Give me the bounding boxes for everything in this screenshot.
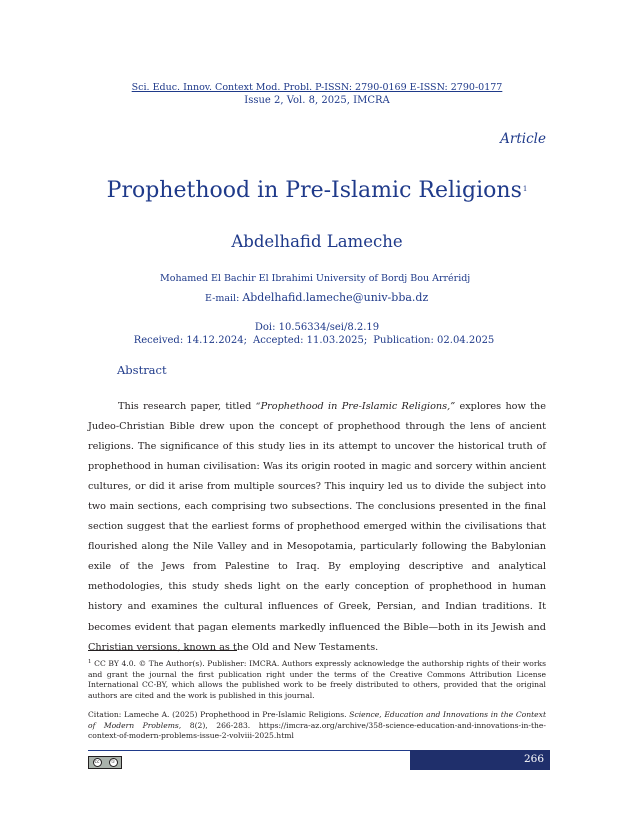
journal-issn-line[interactable]: Sci. Educ. Innov. Context Mod. Probl. P-ISSN: 2790-0169 E-ISSN: 2790-0177: [131, 82, 503, 93]
abstract-text-start: This research paper, titled: [118, 401, 256, 412]
abstract-text-rest: explores how the Judeo-Christian Bible drew upon the concept of prophethood through the lens of ancient religions. The significance of this study lies in its attempt to uncover the historical truth of prophethood in human civilisation: Was its origin rooted in magic and sorcery within ancient cultures, or did it arise from multiple sources? This inquiry led us to divide the subject into two main sections, each comprising two subsections. The conclusions presented in the final section suggest that the earliest forms of prophethood emerged within the civilisations that flourished along the Nile Valley and in Mesopotamia, particularly following the Babylonian exile of the Jews from Palestine to Iraq. By employing descriptive and analytical methodologies, this study sheds light on the early conception of prophethood in human history and examines the cultural influences of Greek, Persian, and Indian traditions. It becomes evident that pagan elements markedly influenced the Bible—both in its Jewish and Christian versions, known as the Old and New Testaments.: [88, 401, 546, 653]
abstract-body: [88, 397, 546, 658]
received-date: Received: 14.12.2024;: [133, 335, 248, 346]
page-number: 266: [523, 753, 544, 765]
paper-title: [0, 178, 634, 203]
citation-suffix-link[interactable]: 8(2), 266-283. https://imcra-az.org/archive/358-science-education-and-innovations-in-the-context-of-modern-problems-issue-2-volviii-2025.html: [88, 720, 546, 740]
footer-rule: [88, 750, 410, 751]
article-type-label: Article: [500, 131, 546, 147]
accepted-date: Accepted: 11.03.2025;: [253, 335, 368, 346]
email-label: E-mail:: [205, 293, 240, 304]
abstract-heading: Abstract: [117, 363, 167, 377]
page-number-bar: [410, 750, 550, 770]
footnote-divider: [88, 650, 237, 651]
author-affiliation: Mohamed El Bachir El Ibrahimi University of Bordj Bou Arréridj: [160, 273, 471, 284]
title-footnote-mark[interactable]: 1: [522, 185, 528, 193]
citation-journal: Science, Education and Innovations in the Context of Modern Problems,: [88, 710, 546, 730]
issue-line: Issue 2, Vol. 8, 2025, IMCRA: [244, 95, 390, 106]
abstract-quoted-title: “Prophethood in Pre-Islamic Religions,”: [255, 401, 456, 412]
published-date: Publication: 02.04.2025: [373, 335, 495, 346]
footnote-license-text: CC BY 4.0. © The Author(s). Publisher: IMCRA. Authors expressly acknowledge the authorship rights of their works and grant the journal the first publication right under the terms of the Creative Commons Attribution License International CC-BY, which allows the published work to be freely distributed to others, provided that the original authors are cited and the work is published in this journal.: [88, 659, 547, 700]
footnote-mark: 1: [88, 659, 92, 665]
cc-logo-icon: cc: [93, 758, 102, 767]
footnote-license: [88, 657, 546, 701]
author-name: Abdelhafid Lameche: [231, 232, 403, 251]
by-attribution-icon: ①: [109, 758, 118, 767]
footnote-citation: [88, 710, 546, 742]
cc-license-icon[interactable]: [88, 756, 122, 769]
paper-title-text: Prophethood in Pre-Islamic Religions: [106, 178, 522, 203]
email-link[interactable]: Abdelhafid.lameche@univ-bba.dz: [242, 291, 429, 304]
doi[interactable]: Doi: 10.56334/sei/8.2.19: [254, 322, 380, 333]
publication-dates: [0, 335, 634, 346]
author-email-line: [205, 291, 428, 304]
citation-prefix: Citation: Lameche A. (2025) Prophethood in Pre-Islamic Religions.: [88, 710, 350, 719]
